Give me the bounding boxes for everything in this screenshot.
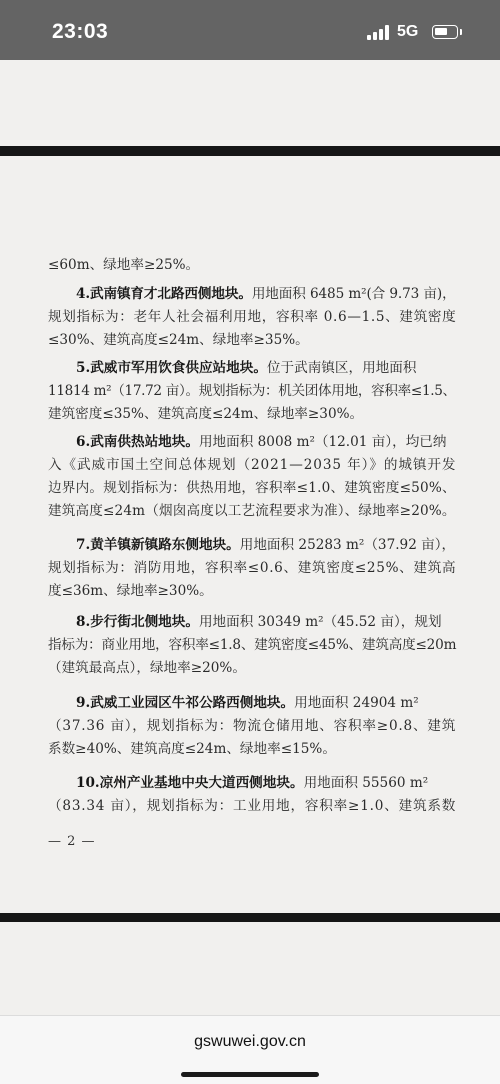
line-text: ≤30%、建筑高度≤24m、绿地率≥35%。 (48, 332, 309, 348)
line-text: 边界内。规划指标为：供热用地，容积率≤1.0、建筑密度≤50%、 (48, 480, 456, 496)
line-text: 用地面积 8008 m²（12.01 亩），均已纳 (198, 434, 447, 450)
line-text: 用地面积 6485 m²(合 9.73 亩)， (251, 286, 456, 302)
document-line (48, 795, 456, 817)
document-line (48, 477, 456, 499)
cellular-signal-icon (367, 25, 389, 40)
url-text[interactable]: gswuwei.gov.cn (194, 1033, 306, 1050)
line-text: （37.36 亩），规划指标为：物流仓储用地、容积率≥0.8、建筑 (48, 718, 457, 734)
document-line (48, 557, 456, 579)
document-line (76, 534, 455, 556)
line-text: （建筑最高点），绿地率≥20%。 (48, 660, 246, 676)
document-line (48, 454, 456, 476)
line-text: 用地面积 55560 m² (303, 775, 429, 791)
browser-url-bar[interactable] (0, 1015, 500, 1084)
line-text: 建筑密度≤35%、建筑高度≤24m、绿地率≥30%。 (48, 406, 364, 422)
line-text: 入《武威市国土空间总体规划（2021—2035 年）》的城镇开发 (48, 457, 457, 473)
item-heading: 8.步行街北侧地块。 (76, 614, 199, 630)
document-line (76, 611, 442, 633)
status-time: 23:03 (52, 20, 109, 43)
status-bar (0, 0, 500, 60)
document-line (48, 738, 336, 760)
document-line (48, 329, 309, 351)
document-line (48, 500, 456, 522)
item-heading: 7.黄羊镇新镇路东侧地块。 (76, 537, 240, 553)
line-text: 用地面积 25283 m²（37.92 亩）， (239, 537, 456, 553)
line-text: 指标为：商业用地，容积率≤1.8、建筑密度≤45%、建筑高度≤20m (48, 637, 457, 653)
document-line (48, 306, 456, 328)
page-divider-bottom (0, 913, 500, 922)
line-text: 位于武南镇区，用地面积 (266, 360, 417, 376)
document-line (48, 254, 199, 276)
page-divider-top (0, 146, 500, 156)
document-line (48, 634, 456, 656)
line-text: 度≤36m、绿地率≥30%。 (48, 583, 213, 599)
line-text: （83.34 亩），规划指标为：工业用地，容积率≥1.0、建筑系数 (48, 798, 457, 814)
item-heading: 6.武南供热站地块。 (76, 434, 199, 450)
line-text: 系数≥40%、建筑高度≤24m、绿地率≤15%。 (48, 741, 336, 757)
line-text: 用地面积 24904 m² (294, 695, 419, 711)
document-line (48, 403, 363, 425)
document-line (76, 431, 447, 453)
line-text: 用地面积 30349 m²（45.52 亩），规划 (198, 614, 442, 630)
item-heading: 4.武南镇育才北路西侧地块。 (76, 286, 252, 302)
network-type: 5G (397, 23, 419, 40)
document-line (76, 283, 456, 305)
document-line (76, 692, 419, 714)
line-text: 规划指标为：消防用地，容积率≤0.6、建筑密度≤25%、建筑高 (48, 560, 457, 576)
line-text: 建筑高度≤24m（烟囱高度以工艺流程要求为准）、绿地率≥20%。 (48, 503, 456, 519)
document-line (48, 380, 456, 402)
item-heading: 5.武威市军用饮食供应站地块。 (76, 360, 267, 376)
battery-icon (432, 25, 458, 39)
document-line (48, 657, 246, 679)
document-line (76, 357, 416, 379)
line-text: ≤60m、绿地率≥25%。 (48, 257, 200, 273)
line-text: 规划指标为：老年人社会福利用地，容积率 0.6—1.5、建筑密度 (48, 309, 457, 325)
line-text: 11814 m²（17.72 亩）。规划指标为：机关团体用地，容积率≤1.5、 (48, 383, 456, 399)
document-line (48, 580, 213, 602)
page-number: — 2 — (48, 834, 96, 849)
document-line (48, 715, 456, 737)
item-heading: 10.凉州产业基地中央大道西侧地块。 (76, 775, 304, 791)
home-indicator[interactable] (181, 1072, 319, 1077)
document-line (76, 772, 428, 794)
item-heading: 9.武威工业园区牛祁公路西侧地块。 (76, 695, 295, 711)
